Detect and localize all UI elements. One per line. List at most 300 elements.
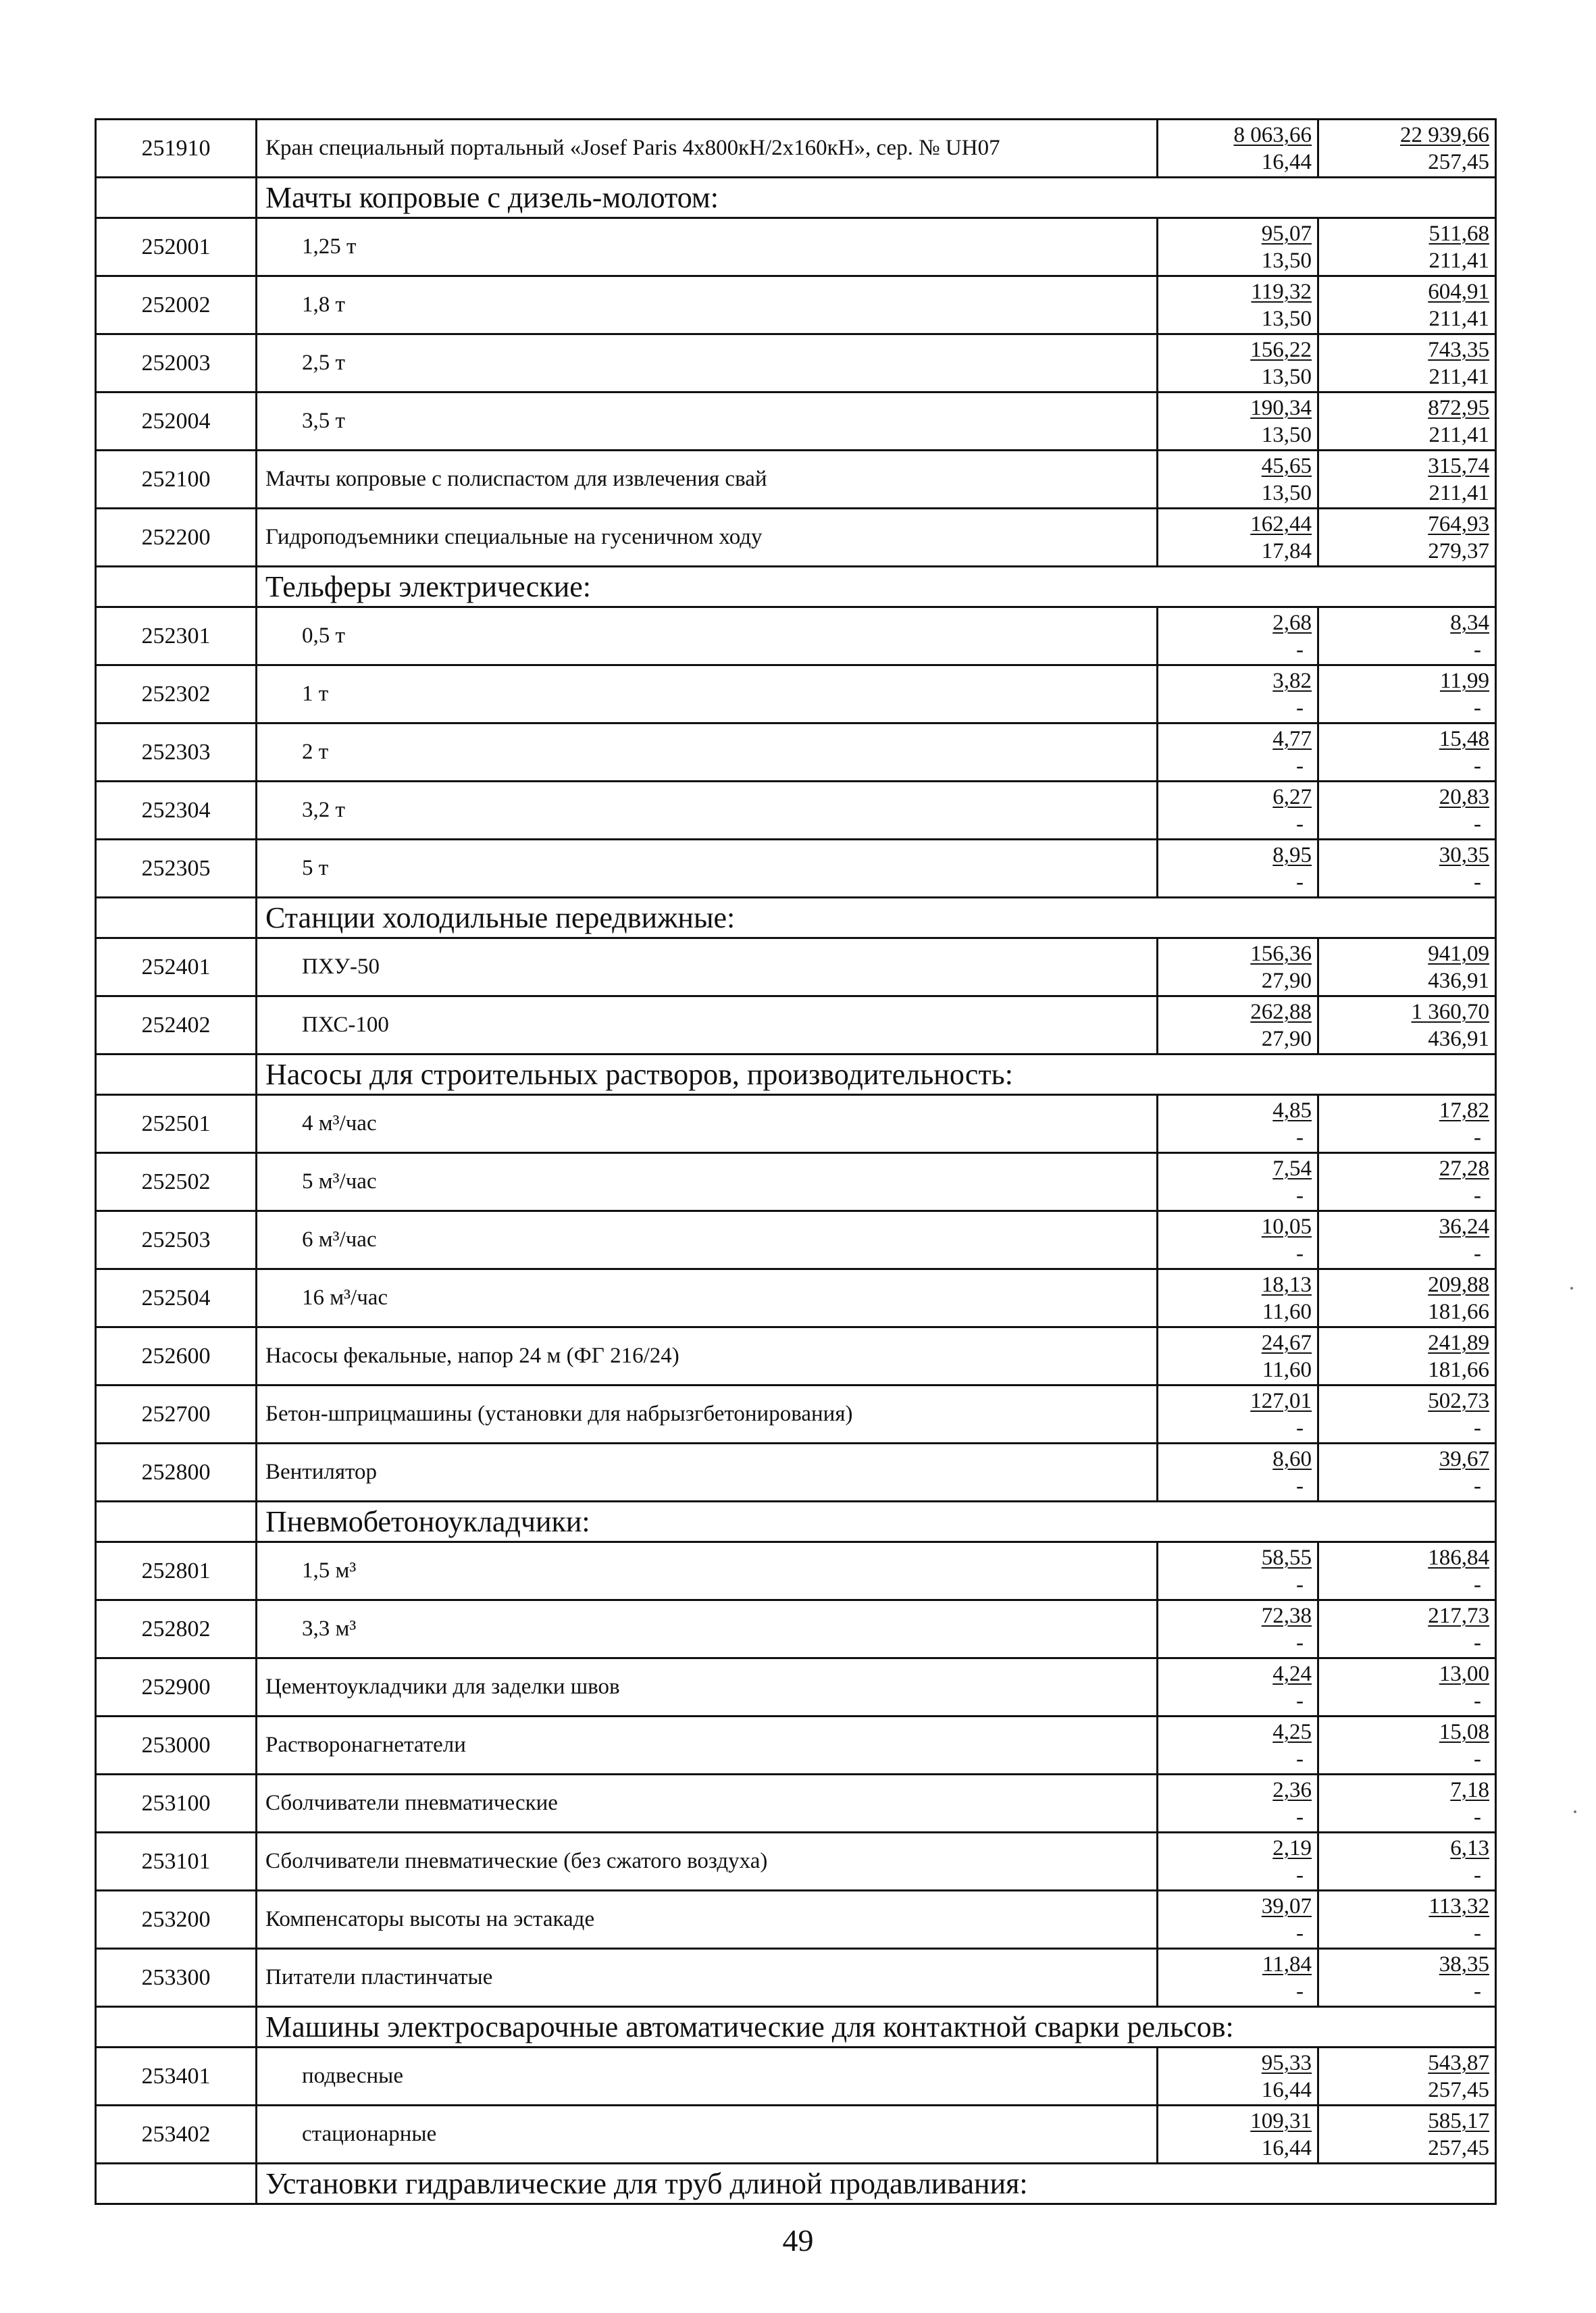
- total-cell-bottom-value: 211,41: [1428, 364, 1489, 389]
- price-cell-stack: [1158, 336, 1317, 390]
- total-cell-stack: [1319, 1951, 1495, 2005]
- item-name: 5 т: [257, 840, 1158, 898]
- price-cell-bottom-value: 16,44: [1261, 149, 1312, 174]
- price-cell-stack: [1158, 1213, 1317, 1267]
- total-cell-top-value: 38,35: [1439, 1952, 1489, 1977]
- price-cell: [1158, 1542, 1318, 1600]
- price-cell: [1158, 1095, 1318, 1153]
- total-cell-stack: [1319, 220, 1495, 274]
- price-cell-stack: [1158, 1835, 1317, 1889]
- item-name: Кран специальный портальный «Josef Paris 4х800кН/2х160кН», сер. № UH07: [257, 120, 1158, 178]
- item-name: 6 м³/час: [257, 1211, 1158, 1269]
- item-code: 253401: [96, 2048, 257, 2106]
- total-cell-bottom-value: 436,91: [1428, 1026, 1489, 1051]
- price-cell-bottom-value: 11,60: [1262, 1299, 1312, 1324]
- table-row: [96, 723, 1496, 782]
- price-cell-stack: [1158, 940, 1317, 994]
- table-row: [96, 218, 1496, 276]
- price-cell-bottom-value: -: [1296, 695, 1304, 720]
- price-cell-stack: [1158, 1660, 1317, 1714]
- price-cell-top-value: 2,36: [1272, 1777, 1312, 1802]
- price-cell-stack: [1158, 1544, 1317, 1598]
- total-cell: [1318, 334, 1496, 392]
- item-name: 4 м³/час: [257, 1095, 1158, 1153]
- total-cell-bottom-value: 257,45: [1428, 149, 1489, 174]
- table-row: [96, 276, 1496, 334]
- price-cell-stack: [1158, 2050, 1317, 2104]
- item-name: Бетон-шприцмашины (установки для набрызгбетонирования): [257, 1386, 1158, 1444]
- total-cell-bottom-value: -: [1474, 811, 1481, 836]
- price-cell-top-value: 4,77: [1272, 726, 1312, 751]
- price-cell: [1158, 1600, 1318, 1658]
- price-cell-top-value: 8,95: [1272, 842, 1312, 867]
- total-cell: [1318, 218, 1496, 276]
- price-cell-top-value: 156,36: [1250, 941, 1312, 966]
- price-cell-bottom-value: -: [1296, 1473, 1304, 1498]
- price-cell: [1158, 334, 1318, 392]
- total-cell-top-value: 872,95: [1428, 395, 1489, 420]
- price-cell-stack: [1158, 395, 1317, 449]
- scan-speck: [1574, 1810, 1576, 1813]
- item-name: 2,5 т: [257, 334, 1158, 392]
- price-cell-stack: [1158, 1719, 1317, 1773]
- price-cell: [1158, 665, 1318, 723]
- price-cell-stack: [1158, 1777, 1317, 1831]
- table-row: [96, 1095, 1496, 1153]
- total-cell-bottom-value: -: [1474, 1572, 1481, 1597]
- total-cell-stack: [1319, 1777, 1495, 1831]
- total-cell-stack: [1319, 336, 1495, 390]
- section-code-cell: [96, 1054, 257, 1095]
- item-name: ПХС-100: [257, 996, 1158, 1054]
- section-title: Установки гидравлические для труб длиной продавливания:: [257, 2164, 1496, 2204]
- price-cell-stack: [1158, 1602, 1317, 1656]
- total-cell: [1318, 996, 1496, 1054]
- price-cell: [1158, 1211, 1318, 1269]
- item-code: 252004: [96, 392, 257, 451]
- price-cell-top-value: 95,33: [1261, 2050, 1312, 2075]
- item-name: 0,5 т: [257, 607, 1158, 665]
- price-cell-stack: [1158, 998, 1317, 1052]
- table-row: [96, 2048, 1496, 2106]
- item-name: Компенсаторы высоты на эстакаде: [257, 1891, 1158, 1949]
- item-name: Вентилятор: [257, 1444, 1158, 1502]
- total-cell: [1318, 1949, 1496, 2007]
- table-row: [96, 509, 1496, 567]
- price-cell: [1158, 782, 1318, 840]
- item-name: 3,2 т: [257, 782, 1158, 840]
- total-cell-bottom-value: -: [1474, 1746, 1481, 1771]
- total-cell-top-value: 15,08: [1439, 1719, 1489, 1744]
- total-cell-bottom-value: 211,41: [1428, 248, 1489, 273]
- item-code: 252100: [96, 451, 257, 509]
- price-cell: [1158, 1775, 1318, 1833]
- price-cell: [1158, 451, 1318, 509]
- total-cell-top-value: 209,88: [1428, 1272, 1489, 1297]
- table-row: [96, 1600, 1496, 1658]
- total-cell-top-value: 764,93: [1428, 511, 1489, 536]
- price-cell: [1158, 1327, 1318, 1386]
- price-cell-bottom-value: -: [1296, 1688, 1304, 1713]
- price-cell-bottom-value: -: [1296, 1630, 1304, 1655]
- total-cell-top-value: 502,73: [1428, 1388, 1489, 1413]
- item-code: 253300: [96, 1949, 257, 2007]
- price-table-body: [96, 120, 1496, 2204]
- total-cell-bottom-value: -: [1474, 695, 1481, 720]
- item-name: 1 т: [257, 665, 1158, 723]
- total-cell-stack: [1319, 395, 1495, 449]
- item-code: 252802: [96, 1600, 257, 1658]
- item-code: 252402: [96, 996, 257, 1054]
- total-cell-stack: [1319, 1544, 1495, 1598]
- price-cell: [1158, 840, 1318, 898]
- item-code: 253101: [96, 1833, 257, 1891]
- section-title: Станции холодильные передвижные:: [257, 898, 1496, 938]
- total-cell: [1318, 1327, 1496, 1386]
- total-cell: [1318, 1153, 1496, 1211]
- section-header-row: [96, 178, 1496, 218]
- total-cell-stack: [1319, 122, 1495, 176]
- section-header-row: [96, 1502, 1496, 1542]
- section-header-row: [96, 898, 1496, 938]
- total-cell: [1318, 1891, 1496, 1949]
- total-cell-top-value: 1 360,70: [1411, 999, 1489, 1024]
- price-cell-stack: [1158, 2108, 1317, 2162]
- price-cell-bottom-value: 13,50: [1261, 364, 1312, 389]
- total-cell: [1318, 120, 1496, 178]
- section-code-cell: [96, 898, 257, 938]
- total-cell-top-value: 7,18: [1450, 1777, 1489, 1802]
- total-cell-top-value: 113,32: [1428, 1893, 1489, 1918]
- total-cell: [1318, 840, 1496, 898]
- total-cell-top-value: 30,35: [1439, 842, 1489, 867]
- total-cell-bottom-value: 211,41: [1428, 306, 1489, 331]
- total-cell-stack: [1319, 1719, 1495, 1773]
- total-cell-top-value: 585,17: [1428, 2108, 1489, 2133]
- price-cell-bottom-value: 16,44: [1261, 2077, 1312, 2102]
- total-cell: [1318, 607, 1496, 665]
- total-cell: [1318, 1444, 1496, 1502]
- total-cell-bottom-value: 257,45: [1428, 2077, 1489, 2102]
- price-cell-top-value: 162,44: [1250, 511, 1312, 536]
- price-cell: [1158, 1717, 1318, 1775]
- item-code: 251910: [96, 120, 257, 178]
- price-cell-stack: [1158, 726, 1317, 780]
- total-cell-stack: [1319, 278, 1495, 332]
- price-cell: [1158, 1444, 1318, 1502]
- total-cell-bottom-value: 257,45: [1428, 2135, 1489, 2160]
- price-cell-top-value: 10,05: [1261, 1214, 1312, 1239]
- price-cell-top-value: 8 063,66: [1233, 122, 1312, 147]
- total-cell: [1318, 1775, 1496, 1833]
- price-cell-bottom-value: 13,50: [1261, 480, 1312, 505]
- price-cell-stack: [1158, 220, 1317, 274]
- price-cell-top-value: 6,27: [1272, 784, 1312, 809]
- total-cell: [1318, 782, 1496, 840]
- item-code: 252303: [96, 723, 257, 782]
- total-cell-top-value: 543,87: [1428, 2050, 1489, 2075]
- table-row: [96, 1717, 1496, 1775]
- total-cell-bottom-value: -: [1474, 1125, 1481, 1150]
- price-table: [95, 118, 1497, 2205]
- price-cell-bottom-value: -: [1296, 637, 1304, 662]
- item-code: 252600: [96, 1327, 257, 1386]
- total-cell-bottom-value: 436,91: [1428, 968, 1489, 993]
- item-code: 252700: [96, 1386, 257, 1444]
- table-row: [96, 2106, 1496, 2164]
- item-name: Растворонагнетатели: [257, 1717, 1158, 1775]
- price-cell-stack: [1158, 609, 1317, 663]
- total-cell-bottom-value: -: [1474, 1688, 1481, 1713]
- total-cell: [1318, 723, 1496, 782]
- price-cell: [1158, 1269, 1318, 1327]
- table-row: [96, 1658, 1496, 1717]
- price-cell-top-value: 58,55: [1261, 1545, 1312, 1570]
- total-cell-stack: [1319, 726, 1495, 780]
- total-cell: [1318, 509, 1496, 567]
- price-cell-stack: [1158, 842, 1317, 896]
- table-row: [96, 996, 1496, 1054]
- total-cell: [1318, 1269, 1496, 1327]
- section-header-row: [96, 2007, 1496, 2048]
- table-row: [96, 1444, 1496, 1502]
- item-name: 3,5 т: [257, 392, 1158, 451]
- price-cell: [1158, 607, 1318, 665]
- price-cell-bottom-value: -: [1296, 869, 1304, 894]
- price-cell-bottom-value: 17,84: [1261, 538, 1312, 563]
- total-cell: [1318, 1717, 1496, 1775]
- total-cell: [1318, 1095, 1496, 1153]
- price-cell-top-value: 39,07: [1261, 1893, 1312, 1918]
- item-code: 252200: [96, 509, 257, 567]
- table-row: [96, 1542, 1496, 1600]
- total-cell-bottom-value: -: [1474, 1804, 1481, 1829]
- total-cell-top-value: 27,28: [1439, 1156, 1489, 1181]
- price-cell-top-value: 2,68: [1272, 610, 1312, 635]
- price-cell-bottom-value: 13,50: [1261, 422, 1312, 447]
- price-cell-top-value: 119,32: [1251, 279, 1312, 304]
- price-cell-bottom-value: -: [1296, 1241, 1304, 1266]
- item-code: 252301: [96, 607, 257, 665]
- section-code-cell: [96, 1502, 257, 1542]
- total-cell: [1318, 392, 1496, 451]
- table-row: [96, 392, 1496, 451]
- total-cell-bottom-value: 181,66: [1428, 1357, 1489, 1382]
- item-code: 253402: [96, 2106, 257, 2164]
- total-cell-bottom-value: -: [1474, 753, 1481, 778]
- total-cell-stack: [1319, 1446, 1495, 1500]
- item-code: 252801: [96, 1542, 257, 1600]
- item-code: 252401: [96, 938, 257, 996]
- total-cell-bottom-value: 211,41: [1428, 480, 1489, 505]
- total-cell-top-value: 941,09: [1428, 941, 1489, 966]
- item-name: Мачты копровые с полиспастом для извлечения свай: [257, 451, 1158, 509]
- item-name: ПХУ-50: [257, 938, 1158, 996]
- total-cell-stack: [1319, 940, 1495, 994]
- price-cell-bottom-value: 27,90: [1261, 1026, 1312, 1051]
- table-row: [96, 1891, 1496, 1949]
- total-cell-top-value: 241,89: [1428, 1330, 1489, 1355]
- item-code: 252001: [96, 218, 257, 276]
- item-name: 1,8 т: [257, 276, 1158, 334]
- total-cell-stack: [1319, 1271, 1495, 1325]
- table-row: [96, 665, 1496, 723]
- price-cell-bottom-value: -: [1296, 1979, 1304, 2004]
- total-cell-top-value: 217,73: [1428, 1603, 1489, 1628]
- price-cell-top-value: 72,38: [1261, 1603, 1312, 1628]
- table-row: [96, 938, 1496, 996]
- price-cell-top-value: 109,31: [1250, 2108, 1312, 2133]
- price-cell-stack: [1158, 1155, 1317, 1209]
- price-cell-top-value: 7,54: [1272, 1156, 1312, 1181]
- total-cell-top-value: 13,00: [1439, 1661, 1489, 1686]
- item-code: 252503: [96, 1211, 257, 1269]
- table-row: [96, 1269, 1496, 1327]
- price-cell: [1158, 996, 1318, 1054]
- price-cell-bottom-value: 13,50: [1261, 306, 1312, 331]
- price-cell-top-value: 156,22: [1250, 337, 1312, 362]
- price-cell: [1158, 723, 1318, 782]
- total-cell-bottom-value: -: [1474, 1183, 1481, 1208]
- total-cell-top-value: 604,91: [1428, 279, 1489, 304]
- item-code: 252305: [96, 840, 257, 898]
- price-cell-stack: [1158, 1388, 1317, 1442]
- price-cell-top-value: 4,24: [1272, 1661, 1312, 1686]
- section-title: Тельферы электрические:: [257, 567, 1496, 607]
- item-code: 252302: [96, 665, 257, 723]
- total-cell-top-value: 6,13: [1450, 1835, 1489, 1860]
- item-code: 252504: [96, 1269, 257, 1327]
- section-title: Мачты копровые с дизель-молотом:: [257, 178, 1496, 218]
- item-code: 252900: [96, 1658, 257, 1717]
- total-cell-bottom-value: 279,37: [1428, 538, 1489, 563]
- item-code: 253200: [96, 1891, 257, 1949]
- price-cell-bottom-value: 27,90: [1261, 968, 1312, 993]
- price-cell-top-value: 24,67: [1261, 1330, 1312, 1355]
- total-cell: [1318, 1211, 1496, 1269]
- section-title: Машины электросварочные автоматические для контактной сварки рельсов:: [257, 2007, 1496, 2048]
- total-cell-bottom-value: -: [1474, 869, 1481, 894]
- price-cell-top-value: 262,88: [1250, 999, 1312, 1024]
- price-cell-stack: [1158, 1893, 1317, 1947]
- price-cell: [1158, 509, 1318, 567]
- item-name: подвесные: [257, 2048, 1158, 2106]
- price-cell-bottom-value: -: [1296, 1921, 1304, 1946]
- total-cell-stack: [1319, 784, 1495, 838]
- total-cell-bottom-value: -: [1474, 1241, 1481, 1266]
- total-cell-bottom-value: 211,41: [1428, 422, 1489, 447]
- item-code: 252501: [96, 1095, 257, 1153]
- price-cell: [1158, 218, 1318, 276]
- price-cell-bottom-value: -: [1296, 753, 1304, 778]
- total-cell-bottom-value: -: [1474, 1862, 1481, 1887]
- section-title: Пневмобетоноукладчики:: [257, 1502, 1496, 1542]
- price-cell: [1158, 120, 1318, 178]
- price-cell: [1158, 1658, 1318, 1717]
- total-cell-stack: [1319, 1097, 1495, 1151]
- total-cell: [1318, 1658, 1496, 1717]
- price-cell: [1158, 2048, 1318, 2106]
- total-cell: [1318, 451, 1496, 509]
- price-cell: [1158, 1949, 1318, 2007]
- price-cell-bottom-value: -: [1296, 1862, 1304, 1887]
- price-cell-stack: [1158, 511, 1317, 565]
- price-cell-stack: [1158, 1329, 1317, 1383]
- total-cell-top-value: 22 939,66: [1400, 122, 1489, 147]
- total-cell: [1318, 1542, 1496, 1600]
- total-cell-stack: [1319, 511, 1495, 565]
- total-cell-top-value: 743,35: [1428, 337, 1489, 362]
- price-cell: [1158, 392, 1318, 451]
- total-cell-top-value: 186,84: [1428, 1545, 1489, 1570]
- price-cell: [1158, 276, 1318, 334]
- table-row: [96, 334, 1496, 392]
- price-cell-bottom-value: 16,44: [1261, 2135, 1312, 2160]
- price-cell-top-value: 3,82: [1272, 668, 1312, 693]
- item-name: Сболчиватели пневматические (без сжатого воздуха): [257, 1833, 1158, 1891]
- total-cell: [1318, 938, 1496, 996]
- total-cell: [1318, 2106, 1496, 2164]
- table-row: [96, 1153, 1496, 1211]
- total-cell-top-value: 315,74: [1428, 453, 1489, 478]
- total-cell: [1318, 2048, 1496, 2106]
- item-name: 16 м³/час: [257, 1269, 1158, 1327]
- section-header-row: [96, 1054, 1496, 1095]
- item-name: Питатели пластинчатые: [257, 1949, 1158, 2007]
- price-cell-top-value: 11,84: [1262, 1952, 1312, 1977]
- price-cell-stack: [1158, 122, 1317, 176]
- price-cell-bottom-value: -: [1296, 1804, 1304, 1829]
- price-cell-top-value: 95,07: [1261, 221, 1312, 246]
- price-cell: [1158, 1386, 1318, 1444]
- item-code: 252800: [96, 1444, 257, 1502]
- table-row: [96, 1211, 1496, 1269]
- table-row: [96, 1833, 1496, 1891]
- table-row: [96, 840, 1496, 898]
- total-cell-bottom-value: -: [1474, 1473, 1481, 1498]
- total-cell-bottom-value: 181,66: [1428, 1299, 1489, 1324]
- item-name: 2 т: [257, 723, 1158, 782]
- total-cell-top-value: 36,24: [1439, 1214, 1489, 1239]
- price-cell-top-value: 8,60: [1272, 1446, 1312, 1471]
- total-cell-stack: [1319, 1155, 1495, 1209]
- price-cell-top-value: 4,25: [1272, 1719, 1312, 1744]
- total-cell: [1318, 276, 1496, 334]
- total-cell-stack: [1319, 842, 1495, 896]
- total-cell-stack: [1319, 453, 1495, 507]
- total-cell-stack: [1319, 1329, 1495, 1383]
- section-title: Насосы для строительных растворов, производительность:: [257, 1054, 1496, 1095]
- total-cell-top-value: 20,83: [1439, 784, 1489, 809]
- total-cell-stack: [1319, 1213, 1495, 1267]
- item-name: 1,25 т: [257, 218, 1158, 276]
- table-row: [96, 607, 1496, 665]
- table-row: [96, 782, 1496, 840]
- item-name: стационарные: [257, 2106, 1158, 2164]
- price-cell-top-value: 190,34: [1250, 395, 1312, 420]
- section-code-cell: [96, 2164, 257, 2204]
- total-cell-top-value: 11,99: [1439, 668, 1489, 693]
- price-cell-bottom-value: 13,50: [1261, 248, 1312, 273]
- price-cell-stack: [1158, 667, 1317, 721]
- item-code: 252002: [96, 276, 257, 334]
- total-cell: [1318, 665, 1496, 723]
- section-code-cell: [96, 567, 257, 607]
- price-cell-bottom-value: -: [1296, 1183, 1304, 1208]
- price-cell-top-value: 45,65: [1261, 453, 1312, 478]
- price-cell-top-value: 127,01: [1250, 1388, 1312, 1413]
- total-cell-stack: [1319, 1602, 1495, 1656]
